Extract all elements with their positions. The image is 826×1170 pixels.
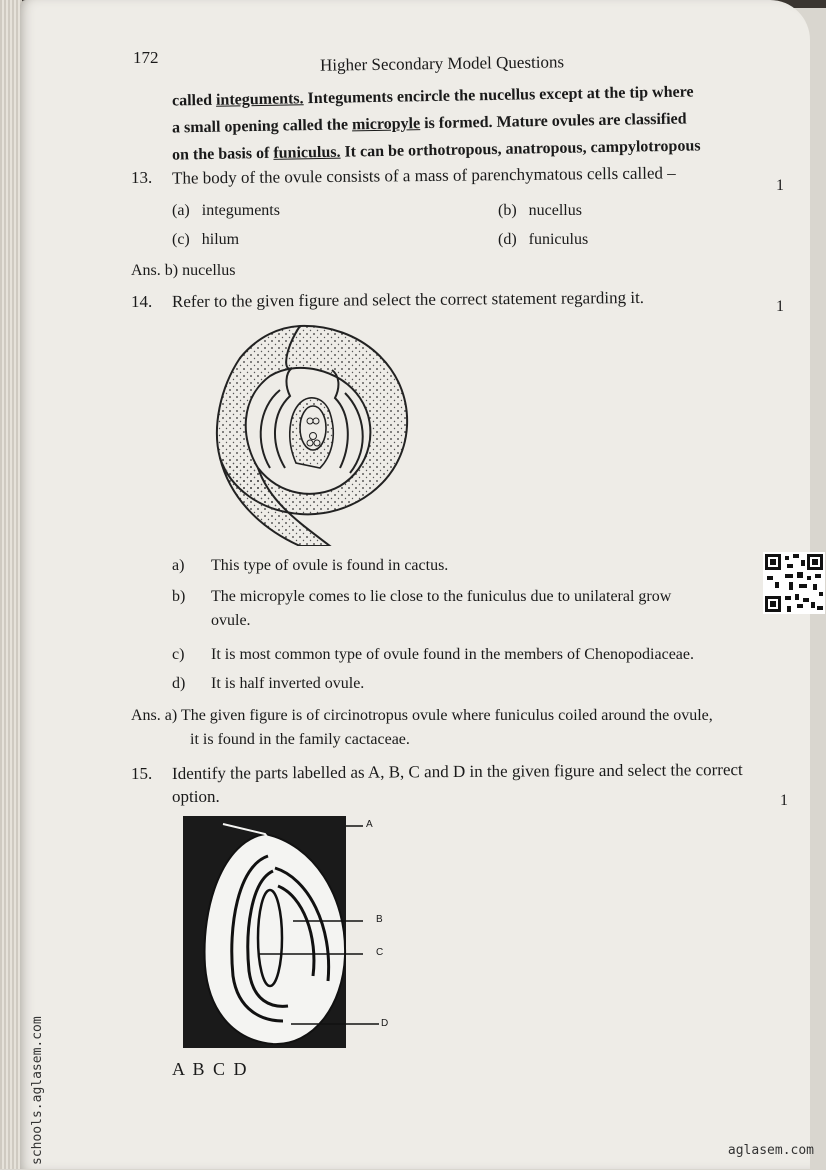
q15-text: Identify the parts labelled as A, B, C and D in the given figure and select the correct [171, 760, 743, 783]
text-span: called [171, 91, 217, 110]
q14-marks: 1 [776, 298, 784, 315]
option-label: c) [172, 646, 185, 663]
circinotropous-ovule-figure [200, 318, 415, 546]
option-text: integuments [201, 202, 280, 219]
q13-option-a [172, 202, 280, 220]
q13-marks: 1 [776, 177, 784, 194]
text-span: It can be orthotropous, anatropous, campylotropous [340, 137, 701, 161]
ovule-section-figure [183, 816, 393, 1048]
side-watermark-text: schools.aglasem.com [30, 1016, 45, 1165]
q14-option-b [172, 588, 185, 606]
option-text: hilum [201, 231, 240, 248]
label-c: C [376, 947, 384, 958]
q14-option-c-text: It is most common type of ovule found in the members of Chenopodiaceae. [211, 646, 694, 663]
label-b: B [376, 914, 383, 925]
term-integuments: integuments. [215, 90, 304, 109]
running-title: Higher Secondary Model Questions [319, 52, 565, 75]
option-text: nucellus [528, 202, 582, 219]
label-a: A [366, 819, 373, 830]
q13-number: 13. [131, 168, 153, 187]
q14-option-c [172, 646, 184, 664]
q13-option-b [498, 202, 582, 220]
text-span: a small opening called the [171, 116, 353, 137]
bottom-watermark[interactable]: aglasem.com [727, 1143, 814, 1158]
option-label: (c) [172, 231, 190, 248]
q13-text: The body of the ovule consists of a mass of parenchymatous cells called – [171, 163, 676, 188]
q14-option-d [172, 675, 185, 693]
q14-answer-line-2: it is found in the family cactaceae. [190, 731, 410, 748]
page-number: 172 [133, 48, 159, 67]
q15-text-cont: option. [172, 787, 220, 806]
q15-number: 15. [131, 764, 153, 783]
label-d: D [381, 1018, 389, 1029]
option-label: d) [172, 675, 186, 692]
term-micropyle: micropyle [351, 115, 421, 134]
q14-text: Refer to the given figure and select the correct statement regarding it. [171, 287, 645, 312]
q14-option-b-text: The micropyle comes to lie close to the funiculus due to unilateral grow [211, 588, 672, 605]
option-text: funiculus [528, 231, 589, 248]
q14-option-a [172, 557, 184, 575]
q15-caption: A B C D [172, 1059, 249, 1079]
q14-option-a-text: This type of ovule is found in cactus. [211, 557, 449, 574]
option-label: (a) [172, 202, 190, 219]
q14-option-b-cont: ovule. [211, 612, 251, 629]
option-label: (d) [498, 231, 517, 248]
option-label: b) [172, 588, 186, 605]
side-watermark [0, 960, 45, 1170]
text-span: Integuments encircle the nucellus except at the tip where [303, 83, 694, 108]
text-span: is formed. Mature ovules are classified [420, 110, 687, 133]
option-label: (b) [498, 202, 517, 219]
text-span: on the basis of [171, 144, 274, 164]
q14-answer-line-1: Ans. a) The given figure is of circinotropus ovule where funiculus coiled around the ovule, [131, 707, 713, 724]
q15-marks: 1 [780, 792, 788, 809]
q13-option-d [498, 231, 588, 249]
term-funiculus: funiculus. [273, 143, 341, 162]
option-label: a) [172, 557, 185, 574]
q13-option-c [172, 231, 239, 249]
q14-option-d-text: It is half inverted ovule. [211, 675, 365, 692]
qr-code-icon[interactable] [763, 552, 825, 614]
q13-answer: Ans. b) nucellus [131, 262, 236, 279]
q14-number: 14. [131, 292, 153, 311]
